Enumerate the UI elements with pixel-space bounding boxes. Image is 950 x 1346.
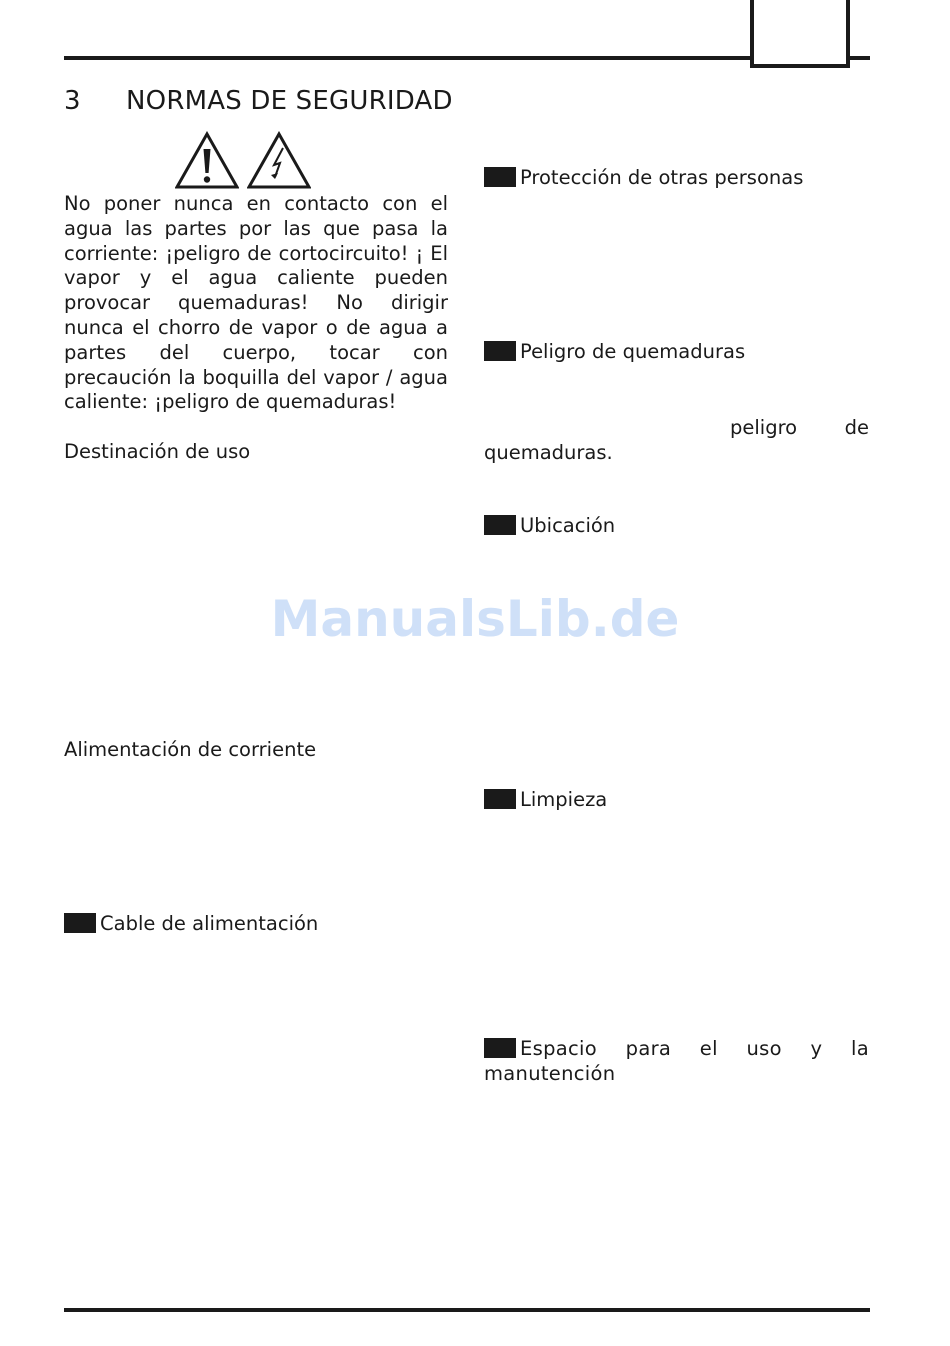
black-square-marker xyxy=(484,789,516,809)
section-number: 3 xyxy=(64,86,81,116)
heading-espacio-uso-manutencion xyxy=(484,1037,869,1087)
heading-limpieza xyxy=(484,788,607,813)
black-square-marker xyxy=(484,1038,516,1058)
black-square-marker xyxy=(64,913,96,933)
section-title: NORMAS DE SEGURIDAD xyxy=(126,86,453,116)
warning-icons xyxy=(175,131,319,189)
black-square-marker xyxy=(484,167,516,187)
heading-peligro-de-quemaduras xyxy=(484,340,745,365)
watermark: ManualsLib.de xyxy=(270,590,680,648)
warning-exclamation-icon xyxy=(175,131,239,189)
ubicacion-label: Ubicación xyxy=(520,514,616,537)
cable-label: Cable de alimentación xyxy=(100,912,319,935)
page-tab xyxy=(750,0,850,68)
peligro-fragment: peligro de quemaduras. xyxy=(484,416,869,464)
heading-ubicacion xyxy=(484,514,615,539)
proteccion-label: Protección de otras personas xyxy=(520,166,804,189)
bottom-rule xyxy=(64,1308,870,1312)
electric-hazard-icon xyxy=(247,131,311,189)
heading-proteccion-otras-personas xyxy=(484,166,803,191)
heading-cable-de-alimentacion xyxy=(64,912,318,937)
black-square-marker xyxy=(484,515,516,535)
espacio-label: Espacio para el uso y la manutención xyxy=(484,1037,869,1085)
black-square-marker xyxy=(484,341,516,361)
limpieza-label: Limpieza xyxy=(520,788,608,811)
heading-alimentacion-de-corriente: Alimentación de corriente xyxy=(64,738,317,761)
section-heading xyxy=(64,86,453,116)
warning-paragraph: No poner nunca en contacto con el agua las partes por las que pasa la corriente: ¡peligro de cortocircuito! ¡ El vapor y el agua caliente pueden provocar quemaduras! No dirigir nunca el chorro de vapor o de agua a partes del cuerpo, tocar con precaución la boquilla del vapor / agua caliente: ¡peligro de quemaduras! xyxy=(64,192,448,414)
heading-destinacion-de-uso: Destinación de uso xyxy=(64,440,251,463)
peligro-label: Peligro de quemaduras xyxy=(520,340,746,363)
